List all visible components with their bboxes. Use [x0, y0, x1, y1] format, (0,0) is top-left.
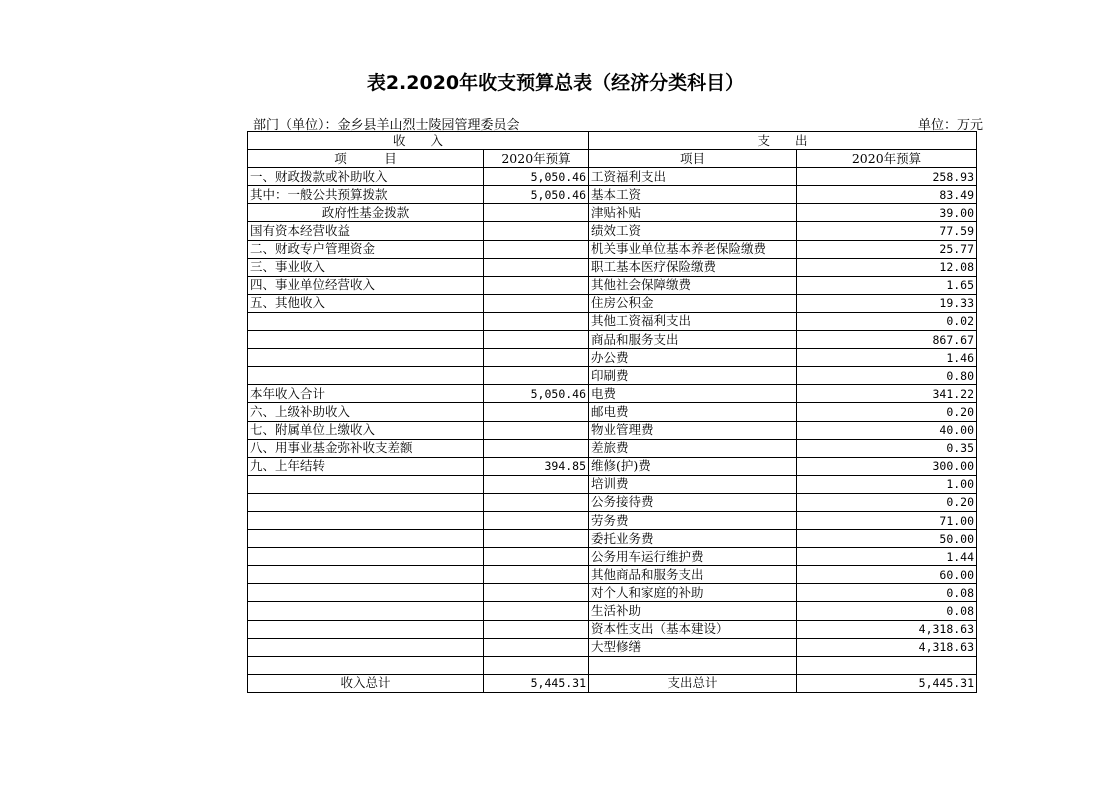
income-value-cell: [484, 475, 589, 493]
expense-item-cell: 邮电费: [589, 403, 797, 421]
expense-item-cell: 津贴补贴: [589, 204, 797, 222]
expense-value-cell: 39.00: [797, 204, 977, 222]
income-item-cell: 国有资本经营收益: [248, 222, 484, 240]
income-value-cell: [484, 258, 589, 276]
expense-value-cell: 0.20: [797, 403, 977, 421]
expense-value-cell: 1.46: [797, 349, 977, 367]
expense-item-cell: 其他工资福利支出: [589, 312, 797, 330]
expense-value-cell: 0.08: [797, 602, 977, 620]
expense-value-cell: 0.08: [797, 584, 977, 602]
expense-value-cell: 4,318.63: [797, 620, 977, 638]
income-item-cell: [248, 349, 484, 367]
income-value-cell: 5,050.46: [484, 168, 589, 186]
expense-value-cell: 71.00: [797, 511, 977, 529]
budget-table: [247, 131, 977, 693]
expense-item-cell: 绩效工资: [589, 222, 797, 240]
income-value-cell: [484, 602, 589, 620]
table-row: [248, 584, 977, 602]
income-value-cell: [484, 367, 589, 385]
income-value-cell: [484, 656, 589, 674]
table-row: [248, 385, 977, 403]
income-value-cell: [484, 204, 589, 222]
table-row: [248, 566, 977, 584]
income-value-cell: [484, 294, 589, 312]
table-row: [248, 312, 977, 330]
expense-item-cell: 办公费: [589, 349, 797, 367]
expense-value-cell: 0.80: [797, 367, 977, 385]
table-row: [248, 457, 977, 475]
expense-total-value: 5,445.31: [797, 674, 977, 692]
expense-value-cell: 77.59: [797, 222, 977, 240]
income-value-cell: [484, 276, 589, 294]
expense-item-cell: 委托业务费: [589, 530, 797, 548]
expense-item-cell: 其他社会保障缴费: [589, 276, 797, 294]
expense-value-cell: 0.35: [797, 439, 977, 457]
table-row: [248, 403, 977, 421]
expense-value-cell: 25.77: [797, 240, 977, 258]
totals-row: [248, 674, 977, 692]
expense-item-cell: 公务用车运行维护费: [589, 548, 797, 566]
income-item-cell: 九、上年结转: [248, 457, 484, 475]
column-header-row: [248, 150, 977, 168]
income-item-cell: 六、上级补助收入: [248, 403, 484, 421]
income-item-cell: [248, 331, 484, 349]
income-item-cell: 七、附属单位上缴收入: [248, 421, 484, 439]
expense-value-cell: 258.93: [797, 168, 977, 186]
expense-section-header: 支 出: [589, 132, 977, 150]
income-item-cell: [248, 584, 484, 602]
income-item-cell: [248, 602, 484, 620]
expense-item-cell: 职工基本医疗保险缴费: [589, 258, 797, 276]
table-row: [248, 204, 977, 222]
table-row: [248, 294, 977, 312]
table-row: [248, 530, 977, 548]
expense-value-cell: 4,318.63: [797, 638, 977, 656]
table-row: [248, 240, 977, 258]
expense-item-header: 项目: [589, 150, 797, 168]
income-item-cell: [248, 566, 484, 584]
expense-item-cell: [589, 656, 797, 674]
expense-item-cell: 对个人和家庭的补助: [589, 584, 797, 602]
table-row: [248, 258, 977, 276]
income-value-cell: [484, 566, 589, 584]
expense-value-cell: 40.00: [797, 421, 977, 439]
table-row: [248, 602, 977, 620]
income-item-cell: [248, 530, 484, 548]
expense-value-cell: 341.22: [797, 385, 977, 403]
income-value-cell: [484, 584, 589, 602]
income-item-cell: [248, 638, 484, 656]
expense-item-cell: 商品和服务支出: [589, 331, 797, 349]
table-row: [248, 421, 977, 439]
income-value-cell: 394.85: [484, 457, 589, 475]
income-item-cell: 本年收入合计: [248, 385, 484, 403]
income-item-cell: 政府性基金拨款: [248, 204, 484, 222]
expense-value-cell: 12.08: [797, 258, 977, 276]
expense-item-cell: 基本工资: [589, 186, 797, 204]
expense-item-cell: 住房公积金: [589, 294, 797, 312]
income-item-cell: [248, 312, 484, 330]
expense-item-cell: 差旅费: [589, 439, 797, 457]
expense-item-cell: 培训费: [589, 475, 797, 493]
income-item-cell: [248, 548, 484, 566]
expense-value-cell: 19.33: [797, 294, 977, 312]
income-item-cell: [248, 656, 484, 674]
income-value-cell: [484, 493, 589, 511]
expense-item-cell: 电费: [589, 385, 797, 403]
income-item-cell: [248, 493, 484, 511]
expense-value-cell: 50.00: [797, 530, 977, 548]
income-item-header: 项 目: [248, 150, 484, 168]
income-value-cell: 5,050.46: [484, 186, 589, 204]
income-value-cell: [484, 312, 589, 330]
expense-item-cell: 维修(护)费: [589, 457, 797, 475]
expense-item-cell: 公务接待费: [589, 493, 797, 511]
income-value-cell: [484, 421, 589, 439]
expense-value-cell: 1.44: [797, 548, 977, 566]
table-row: [248, 439, 977, 457]
income-value-cell: [484, 511, 589, 529]
table-row: [248, 168, 977, 186]
income-value-cell: [484, 331, 589, 349]
income-item-cell: 二、财政专户管理资金: [248, 240, 484, 258]
page-title: 表2.2020年收支预算总表（经济分类科目）: [366, 72, 745, 94]
income-item-cell: 五、其他收入: [248, 294, 484, 312]
income-item-cell: [248, 367, 484, 385]
expense-value-cell: 83.49: [797, 186, 977, 204]
income-total-value: 5,445.31: [484, 674, 589, 692]
income-budget-header: 2020年预算: [484, 150, 589, 168]
expense-value-cell: 867.67: [797, 331, 977, 349]
income-value-cell: [484, 638, 589, 656]
expense-value-cell: 300.00: [797, 457, 977, 475]
income-item-cell: [248, 475, 484, 493]
income-value-cell: [484, 349, 589, 367]
expense-total-label: 支出总计: [589, 674, 797, 692]
income-item-cell: 八、用事业基金弥补收支差额: [248, 439, 484, 457]
income-item-cell: 一、财政拨款或补助收入: [248, 168, 484, 186]
income-value-cell: [484, 548, 589, 566]
table-row: [248, 656, 977, 674]
table-row: [248, 548, 977, 566]
expense-budget-header: 2020年预算: [797, 150, 977, 168]
income-item-cell: [248, 511, 484, 529]
expense-value-cell: 60.00: [797, 566, 977, 584]
income-value-cell: [484, 530, 589, 548]
expense-item-cell: 生活补助: [589, 602, 797, 620]
section-header-row: [248, 132, 977, 150]
expense-item-cell: 工资福利支出: [589, 168, 797, 186]
income-item-cell: 其中：一般公共预算拨款: [248, 186, 484, 204]
table-row: [248, 493, 977, 511]
expense-item-cell: 劳务费: [589, 511, 797, 529]
table-row: [248, 638, 977, 656]
table-row: [248, 331, 977, 349]
income-section-header: 收 入: [248, 132, 589, 150]
table-row: [248, 620, 977, 638]
expense-value-cell: 0.20: [797, 493, 977, 511]
expense-value-cell: 1.00: [797, 475, 977, 493]
department-label: 部门（单位）：金乡县羊山烈士陵园管理委员会: [253, 118, 520, 133]
expense-item-cell: 物业管理费: [589, 421, 797, 439]
income-item-cell: 三、事业收入: [248, 258, 484, 276]
table-row: [248, 276, 977, 294]
income-item-cell: [248, 620, 484, 638]
table-row: [248, 511, 977, 529]
table-row: [248, 349, 977, 367]
income-value-cell: [484, 403, 589, 421]
income-value-cell: [484, 620, 589, 638]
expense-item-cell: 机关事业单位基本养老保险缴费: [589, 240, 797, 258]
table-row: [248, 475, 977, 493]
income-value-cell: [484, 439, 589, 457]
expense-item-cell: 大型修缮: [589, 638, 797, 656]
expense-value-cell: [797, 656, 977, 674]
income-value-cell: [484, 240, 589, 258]
income-item-cell: 四、事业单位经营收入: [248, 276, 484, 294]
expense-item-cell: 印刷费: [589, 367, 797, 385]
expense-item-cell: 其他商品和服务支出: [589, 566, 797, 584]
table-row: [248, 367, 977, 385]
expense-value-cell: 1.65: [797, 276, 977, 294]
income-value-cell: 5,050.46: [484, 385, 589, 403]
expense-item-cell: 资本性支出（基本建设）: [589, 620, 797, 638]
income-value-cell: [484, 222, 589, 240]
income-total-label: 收入总计: [248, 674, 484, 692]
expense-value-cell: 0.02: [797, 312, 977, 330]
table-row: [248, 222, 977, 240]
table-row: [248, 186, 977, 204]
unit-label: 单位：万元: [917, 118, 983, 133]
